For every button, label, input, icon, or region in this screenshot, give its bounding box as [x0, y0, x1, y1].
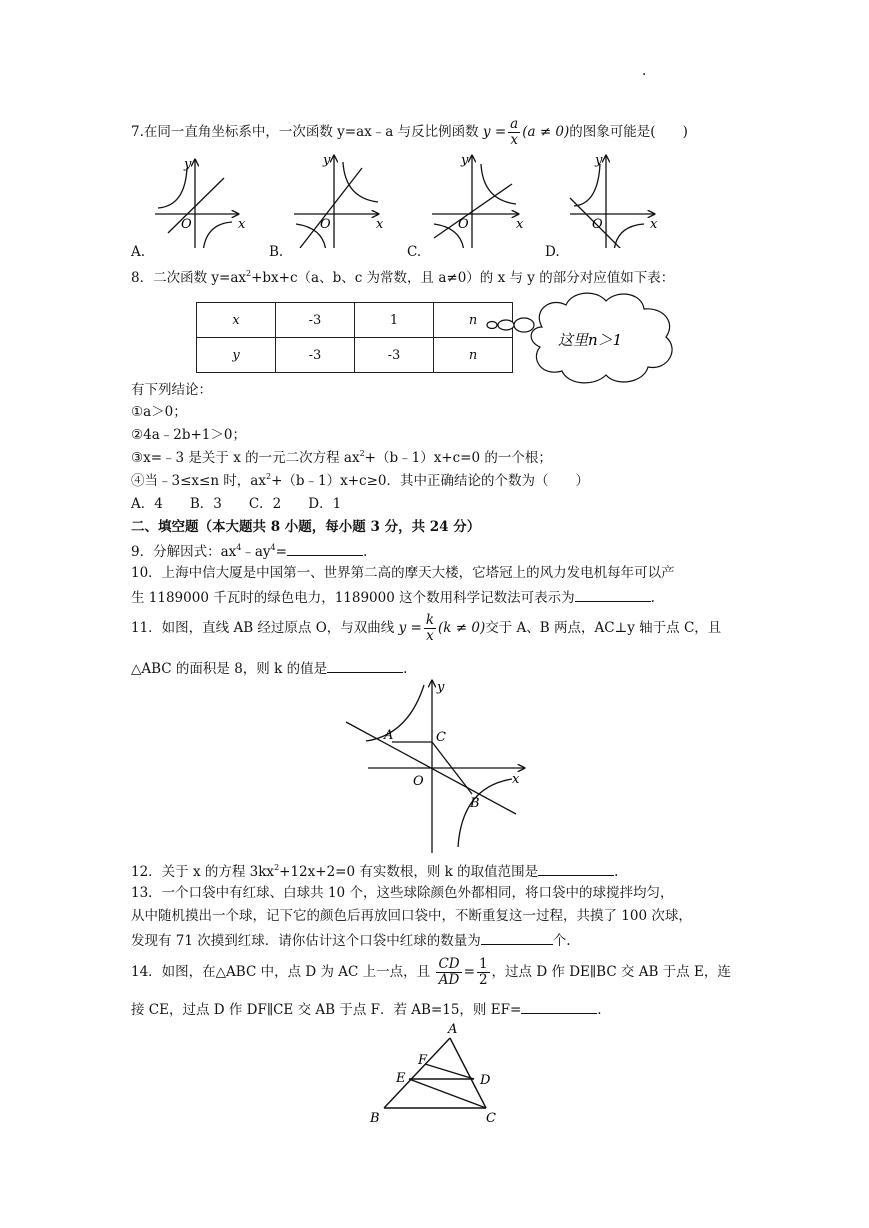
table-cell: x	[197, 303, 276, 338]
q14-figure	[0, 1016, 869, 1126]
q11-answer-blank[interactable]	[327, 658, 403, 673]
q7-option-c: C.	[407, 244, 422, 260]
q7-text-b: 的图象可能是( )	[569, 124, 688, 140]
graph-a	[155, 160, 238, 248]
svg-text:F: F	[418, 1053, 428, 1068]
graph-c-x-label: x	[516, 217, 524, 232]
svg-text:B: B	[370, 1111, 380, 1126]
graph-c-origin-label: O	[458, 217, 469, 232]
table-cell: -3	[276, 338, 355, 373]
graph-a-y-label: y	[184, 157, 192, 172]
graph-d-x-label: x	[650, 217, 658, 232]
q14-fraction-cd-ad: $\frac{CD}{AD}$	[438, 956, 460, 988]
question-14-line1: 14．如图，在△ABC 中，点 D 为 AC 上一点，且 $\frac{CD}{AD}$ = $\frac{1}{2}$ ，过点 D 作 DE∥BC 交 AB 于点 E，连	[131, 956, 731, 988]
header-dot: .	[642, 63, 647, 79]
q14-answer-blank[interactable]	[521, 999, 597, 1014]
question-8: 8．二次函数 $y=ax^2+bx+c(a$、b、c 为常数，且 a≠0）的 x 与 y 的部分对应值如下表：	[131, 269, 675, 286]
table-cell: -3	[276, 303, 355, 338]
q7-option-a: A.	[131, 244, 146, 260]
graph-b-y-label: y	[323, 153, 331, 168]
svg-text:B: B	[470, 796, 480, 811]
question-10-line2: 生 1189000 千瓦时的绿色电力，1189000 这个数用科学记数法可表示为 .	[131, 587, 655, 607]
graph-b-origin-label: O	[320, 217, 331, 232]
svg-text:O: O	[413, 774, 424, 789]
graph-a-origin-label: O	[181, 217, 192, 232]
question-11-line1: 11．如图，直线 AB 经过原点 O，与双曲线 y = $\frac{k}{x}$ (k ≠ 0)交于 A、B 两点，AC⊥y 轴于点 C，且	[131, 612, 722, 644]
q8-conclusion-4: ④当﹣3≤x≤n 时，$ax^2+(b﹣1)x+c\ge 0$．其中正确结论的个数为（ ）	[131, 472, 590, 489]
svg-text:D: D	[480, 1073, 491, 1088]
question-11-line2: △ABC 的面积是 8，则 k 的值是 .	[131, 658, 407, 678]
q8-conclusion-1: ①a＞0；	[131, 404, 187, 420]
graph-d	[570, 156, 654, 248]
q7-option-d: D.	[545, 244, 560, 260]
table-cell: -3	[355, 338, 434, 373]
svg-text:A: A	[384, 728, 394, 743]
q11-fraction: $\frac{k}{x}$	[425, 612, 435, 644]
table-cell: 1	[355, 303, 434, 338]
question-13-line3: 发现有 71 次摸到红球．请你估计这个口袋中红球的数量为 个.	[131, 930, 571, 950]
q7-condition: (a ≠ 0)	[522, 124, 570, 140]
table-row	[197, 303, 513, 338]
graph-b-x-label: x	[376, 217, 384, 232]
q14-fraction-half: $\frac{1}{2}$	[478, 956, 488, 988]
q8-conclusion-3: ③x=﹣3 是关于 x 的一元二次方程 $ax^2+(b﹣1)x+c=0$ 的一个根；	[131, 449, 552, 466]
question-14-line2: 接 CE，过点 D 作 DF∥CE 交 AB 于点 F．若 AB=15，则 EF= .	[131, 999, 602, 1019]
q7-fraction: $\frac{a}{x}$	[510, 116, 519, 148]
q11-figure	[0, 675, 869, 855]
cloud-text: 这里n＞1	[558, 331, 623, 349]
question-10-line1: 10．上海中信大厦是中国第一、世界第二高的摩天大楼，它塔冠上的风力发电机每年可以产	[131, 565, 675, 581]
question-9: 9．分解因式：$ax^4﹣ay^4=$ .	[131, 543, 368, 560]
graph-d-y-label: y	[595, 153, 603, 168]
graph-d-origin-label: O	[592, 217, 603, 232]
table-cell: n	[434, 303, 513, 338]
graph-a-x-label: x	[238, 217, 246, 232]
q13-answer-blank[interactable]	[481, 930, 553, 945]
graph-c	[432, 156, 518, 248]
q8-conclusion-2: ②4a﹣2b+1＞0；	[131, 427, 246, 443]
table-cell: n	[434, 338, 513, 373]
q10-answer-blank[interactable]	[575, 587, 651, 602]
graph-c-y-label: y	[461, 153, 469, 168]
question-7	[131, 116, 688, 148]
svg-text:C: C	[486, 1111, 496, 1126]
q8-conclusions-title: 有下列结论：	[131, 382, 212, 398]
section-2-heading: 二、填空题（本大题共 8 小题，每小题 3 分，共 24 分）	[131, 519, 481, 535]
thought-cloud	[482, 287, 682, 397]
q8-value-table	[196, 302, 513, 373]
q9-answer-blank[interactable]	[287, 541, 363, 556]
question-13-line1: 13．一个口袋中有红球、白球共 10 个，这些球除颜色外都相同，将口袋中的球搅拌均匀，	[131, 885, 674, 901]
question-12: 12．关于 x 的方程 $3kx^2+12x+2=0$ 有实数根，则 k 的取值范围是 .	[131, 863, 619, 880]
table-row	[197, 338, 513, 373]
q7-option-b: B.	[269, 244, 284, 260]
svg-text:x: x	[512, 772, 520, 787]
q12-answer-blank[interactable]	[538, 861, 614, 876]
svg-text:y: y	[437, 680, 445, 695]
graph-b	[294, 156, 378, 248]
q8-choices: A．4 B．3 C．2 D．1	[131, 496, 342, 512]
q7-text-a: 7.在同一直角坐标系中，一次函数 y=ax﹣a 与反比例函数	[131, 124, 479, 140]
q7-func-prefix: y =	[482, 124, 507, 140]
table-cell: y	[197, 338, 276, 373]
svg-text:C: C	[436, 730, 446, 745]
question-13-line2: 从中随机摸出一个球，记下它的颜色后再放回口袋中，不断重复这一过程，共摸了 100 次球，	[131, 908, 692, 924]
svg-text:A: A	[448, 1022, 458, 1037]
q7-graphs	[0, 148, 869, 248]
svg-text:E: E	[396, 1071, 406, 1086]
